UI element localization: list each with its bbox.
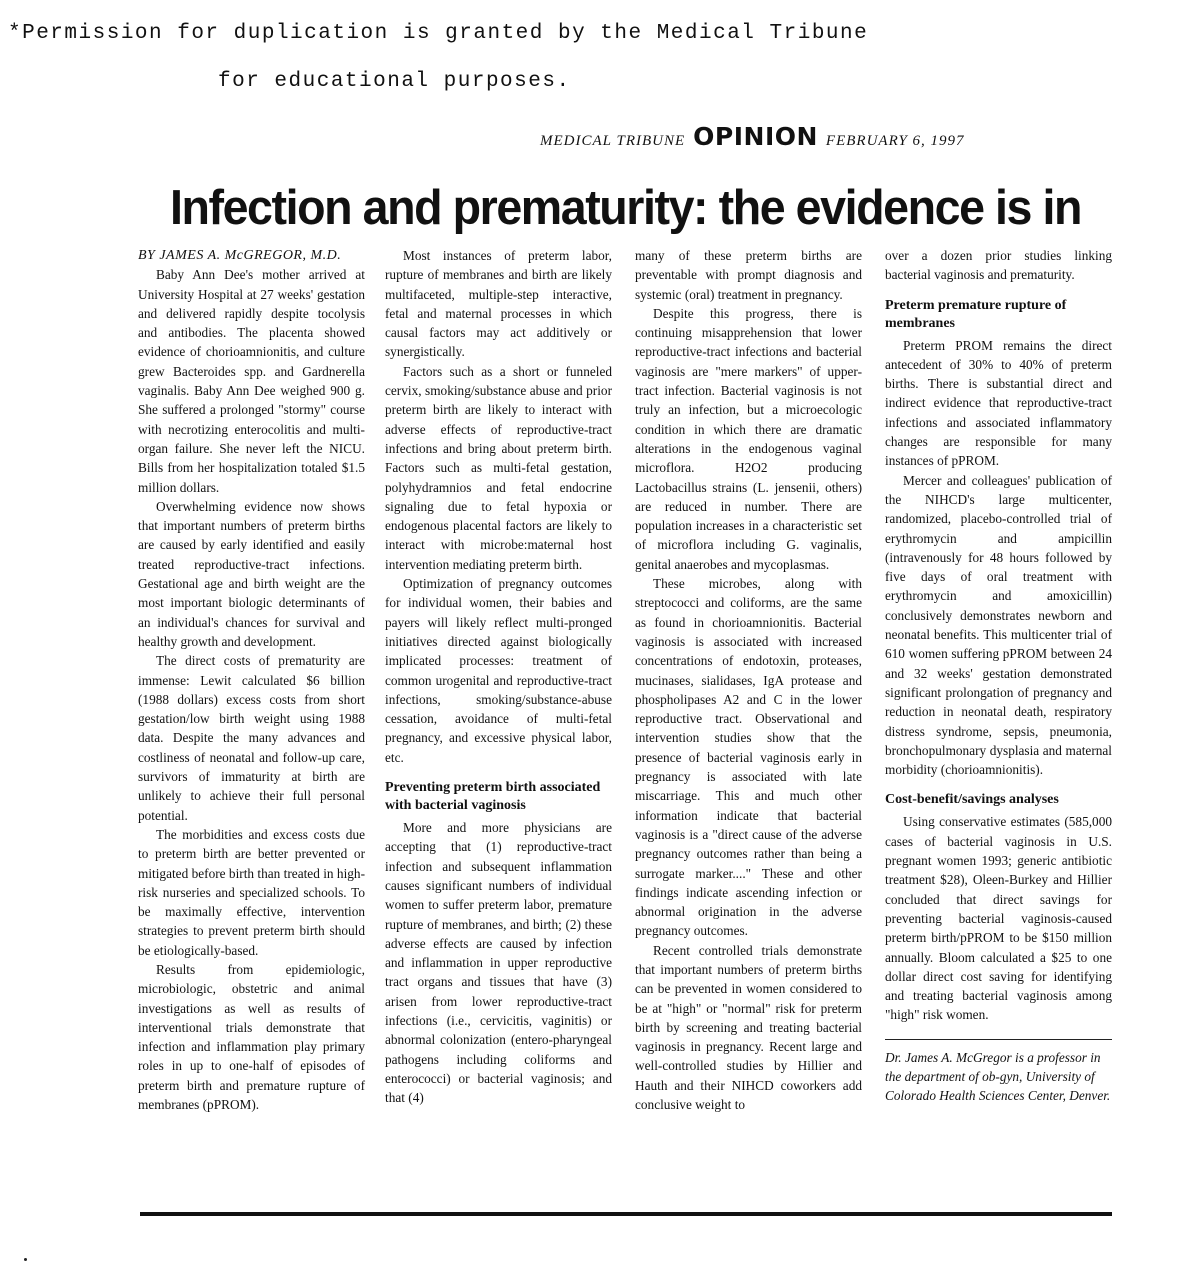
paragraph: These microbes, along with streptococci and coliforms, are the same as found in chorioamnionitis. Bacterial vaginosis is associated with increased concentrations of endotoxin, proteases, mucinases, sialidases, IgA protease and phospholipases A2 and C in the lower reproductive tract. Observational and intervention studies show that the presence of bacterial vaginosis early in pregnancy is associated with late miscarriage. This and much other information indicate that bacterial vaginosis is a "direct cause of the adverse pregnancy outcomes rather than being a surrogate marker...." These and other findings indicate ascending infection or abnormal origination in the adverse pregnancy outcomes. [635, 576, 862, 939]
article-body [138, 246, 1120, 1196]
paragraph: Despite this progress, there is continuing misapprehension that lower reproductive-tract infections and bacterial vaginosis are "mere markers" of upper-tract infection. Bacterial vaginosis is not truly an infection, but a microecologic condition in which there are dramatic alterations in the endogenous vaginal microflora. H2O2 producing Lactobacillus strains (L. jensenii, others) are reduced in number. There are population increases in a characteristic set of microflora including G. vaginalis, genital anaerobes and mycoplasmas. [635, 305, 862, 572]
headline: Infection and prematurity: the evidence is in [170, 181, 1082, 235]
column-3 [635, 246, 862, 1114]
publication-date: FEBRUARY 6, 1997 [825, 133, 965, 149]
paragraph: Mercer and colleagues' publication of the NIHCD's large multicenter, randomized, placebo-controlled trial of erythromycin and ampicillin (intravenously for 48 hours followed by five days of oral treatment with erythromycin and amoxicillin) conclusively demonstrates newborn and neonatal benefits. This multicenter trial of 610 women suffering pPROM between 24 and 32 weeks' gestation demonstrated significant prolongation of pregnancy and reduction in neonatal death, respiratory distress syndrome, sepsis, pneumonia, bronchopulmonary dysplasia and maternal morbidity (chorioamnionitis). [885, 472, 1112, 778]
permission-line-2: for educational purposes. [218, 70, 571, 93]
paragraph: More and more physicians are accepting that (1) reproductive-tract infection and subsequent inflammation causes significant numbers of individual women to suffer preterm labor, premature rupture of membranes, and birth; (2) these adverse effects are caused by infection and inflammation in upper reproductive tract organs and tissues that have (3) arisen from lower reproductive-tract infections (i.e., cervicitis, vaginitis) or abnormal colonization (entero-pharyngeal pathogens including coliforms and enterococci) or bacterial vaginosis; and that (4) [385, 820, 612, 1106]
bottom-rule [140, 1212, 1112, 1216]
author-note: Dr. James A. McGregor is a professor in the department of ob-gyn, University of Colorado Health Sciences Center, Denver. [885, 1039, 1112, 1106]
paragraph: Factors such as a short or funneled cervix, smoking/substance abuse and prior preterm birth are likely to interact with adverse effects of reproductive-tract infections and bring about preterm birth. Factors such as multi-fetal gestation, polyhydramnios and fetal endocrine signaling due to fetal hypoxia or endogenous placental factors are likely to interact with microbe:maternal host intervention mediating preterm birth. [385, 363, 612, 572]
subheading-cost-benefit: Cost-benefit/savings analyses [885, 792, 1059, 808]
subheading-bacterial-vaginosis: Preventing preterm birth associated with bacterial vaginosis [385, 780, 601, 814]
section-name: OPINION [693, 122, 818, 151]
paragraph: The direct costs of prematurity are immense: Lewit calculated $6 billion (1988 dollars) excess costs from short gestation/low birth weight using 1988 data. Despite the many advances and costliness of neonatal and follow-up care, survivors of immaturity at birth are unlikely to achieve their full personal potential. [138, 653, 365, 823]
subheading-pprom: Preterm premature rupture of membranes [885, 297, 1067, 331]
permission-notice [8, 22, 869, 93]
column-4 [885, 246, 1112, 1106]
column-1 [138, 246, 365, 1114]
masthead [540, 122, 965, 151]
paragraph: Baby Ann Dee's mother arrived at University Hospital at 27 weeks' gestation and delivered rapidly despite tocolysis and antibodies. The placenta showed evidence of chorioamnionitis, and culture grew Bacteroides spp. and Gardnerella vaginalis. Baby Ann Dee weighed 900 g. She suffered a prolonged "stormy" course with necrotizing enterocolitis and multi-organ failure. She never left the NICU. Bills from her hospitalization totaled $1.5 million dollars. [138, 267, 365, 495]
publication-name: MEDICAL TRIBUNE [540, 133, 686, 149]
paragraph: Overwhelming evidence now shows that important numbers of preterm births are caused by early identified and easily treated reproductive-tract infections. Gestational age and birth weight are the most important biologic determinants of an individual's chances for survival and healthy growth and development. [138, 498, 365, 649]
column-2 [385, 246, 612, 1107]
paragraph: Results from epidemiologic, microbiologic, obstetric and animal investigations as well as results of interventional trials demonstrate that infection and inflammation play primary roles in up to one-half of episodes of preterm birth and premature rupture of membranes (pPROM). [138, 961, 365, 1113]
paragraph: many of these preterm births are preventable with prompt diagnosis and systemic (oral) treatment in pregnancy. [635, 248, 862, 302]
byline: BY JAMES A. McGREGOR, M.D. [138, 248, 342, 263]
scan-speck [24, 1258, 27, 1261]
paragraph: Recent controlled trials demonstrate that important numbers of preterm births can be prevented in women considered to be at "high" or "normal" risk for preterm birth by screening and treating bacterial vaginosis in pregnancy. Recent large and well-controlled studies by Hillier and Hauth and their NIHCD coworkers add conclusive weight to [635, 942, 862, 1113]
paragraph: Preterm PROM remains the direct antecedent of 30% to 40% of preterm births. There is substantial direct and indirect evidence that reproductive-tract infections and associated inflammatory changes are responsible for many instances of pPROM. [885, 337, 1112, 469]
permission-line-1: *Permission for duplication is granted by the Medical Tribune [8, 22, 869, 45]
paragraph: The morbidities and excess costs due to preterm birth are better prevented or mitigated before birth than treated in high-risk nurseries and specialized schools. To be maximally effective, intervention strategies to prevent preterm birth should be etiologically-based. [138, 826, 365, 958]
paragraph: Optimization of pregnancy outcomes for individual women, their babies and payers will likely reflect multi-pronged initiatives directed against biologically implicated processes: treatment of common urogenital and reproductive-tract infections, smoking/substance-abuse cessation, avoidance of multi-fetal pregnancy, and excessive physical labor, etc. [385, 576, 612, 765]
paragraph: Most instances of preterm labor, rupture of membranes and birth are likely multifaceted, multiple-step interactive, fetal and maternal processes in which causal factors may act additively or synergistically. [385, 248, 612, 360]
paragraph: Using conservative estimates (585,000 cases of bacterial vaginosis in U.S. pregnant women 1993; generic antibiotic treatment $28), Oleen-Burkey and Hillier concluded that direct savings for preventing bacterial vaginosis-caused preterm birth/pPROM to be $150 million annually. Bloom calculated a $25 to one dollar direct cost saving for identifying and treating bacterial vaginosis among "high" risk women. [885, 814, 1112, 1023]
paragraph: over a dozen prior studies linking bacterial vaginosis and prematurity. [885, 248, 1112, 283]
